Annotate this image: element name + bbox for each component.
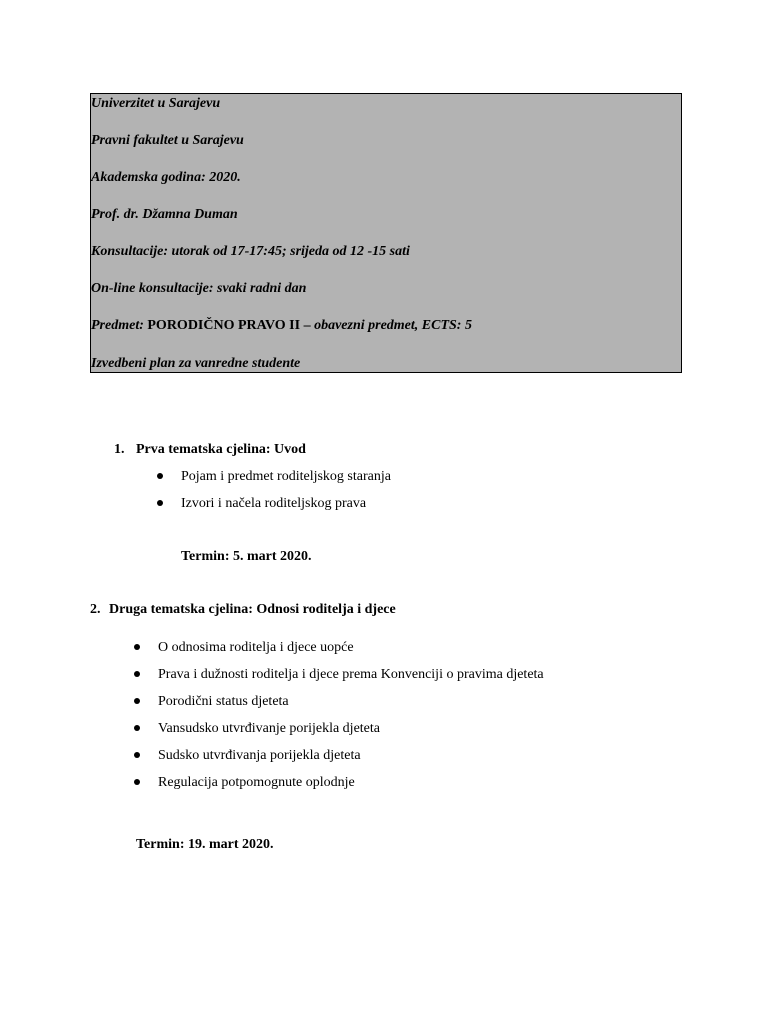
list-item: Vansudsko utvrđivanje porijekla djeteta <box>158 721 380 736</box>
list-item: Pojam i predmet roditeljskog staranja <box>181 469 391 484</box>
section-2-title <box>90 602 396 618</box>
bullet-icon <box>157 473 163 479</box>
plan-line: Izvedbeni plan za vanredne studente <box>91 356 301 371</box>
list-item: Porodični status djeteta <box>158 694 289 709</box>
bullet-icon <box>134 671 140 677</box>
bullet-icon <box>134 779 140 785</box>
list-item: O odnosima roditelja i djece uopće <box>158 640 354 655</box>
subject-details: obavezni predmet, ECTS: 5 <box>314 318 472 333</box>
professor-line: Prof. dr. Džamna Duman <box>91 207 238 222</box>
bullet-icon <box>157 500 163 506</box>
section-2-number: 2. <box>90 602 101 617</box>
subject-label: Predmet: <box>91 318 144 333</box>
section-1-termin: Termin: 5. mart 2020. <box>181 549 312 564</box>
subject-name: PORODIČNO PRAVO II – <box>147 318 311 333</box>
academic-year-line: Akademska godina: 2020. <box>91 170 241 185</box>
section-1-title-text: Prva tematska cjelina: Uvod <box>136 442 306 457</box>
bullet-icon <box>134 644 140 650</box>
list-item: Prava i dužnosti roditelja i djece prema Konvenciji o pravima djeteta <box>158 667 544 682</box>
section-2-title-text: Druga tematska cjelina: Odnosi roditelja i djece <box>109 602 396 617</box>
list-item: Izvori i načela roditeljskog prava <box>181 496 367 511</box>
subject-line <box>91 318 472 334</box>
bullet-icon <box>134 698 140 704</box>
online-consultations-line: On-line konsultacije: svaki radni dan <box>91 281 307 296</box>
university-line: Univerzitet u Sarajevu <box>91 96 221 111</box>
bullet-icon <box>134 752 140 758</box>
course-header-box <box>90 93 682 373</box>
consultations-line: Konsultacije: utorak od 17-17:45; srijeda od 12 -15 sati <box>91 244 410 259</box>
faculty-line: Pravni fakultet u Sarajevu <box>91 133 244 148</box>
list-item: Sudsko utvrđivanja porijekla djeteta <box>158 748 361 763</box>
bullet-icon <box>134 725 140 731</box>
list-item: Regulacija potpomognute oplodnje <box>158 775 355 790</box>
section-1-title <box>114 442 306 458</box>
section-2-termin: Termin: 19. mart 2020. <box>136 837 274 852</box>
section-1-number: 1. <box>114 442 125 457</box>
